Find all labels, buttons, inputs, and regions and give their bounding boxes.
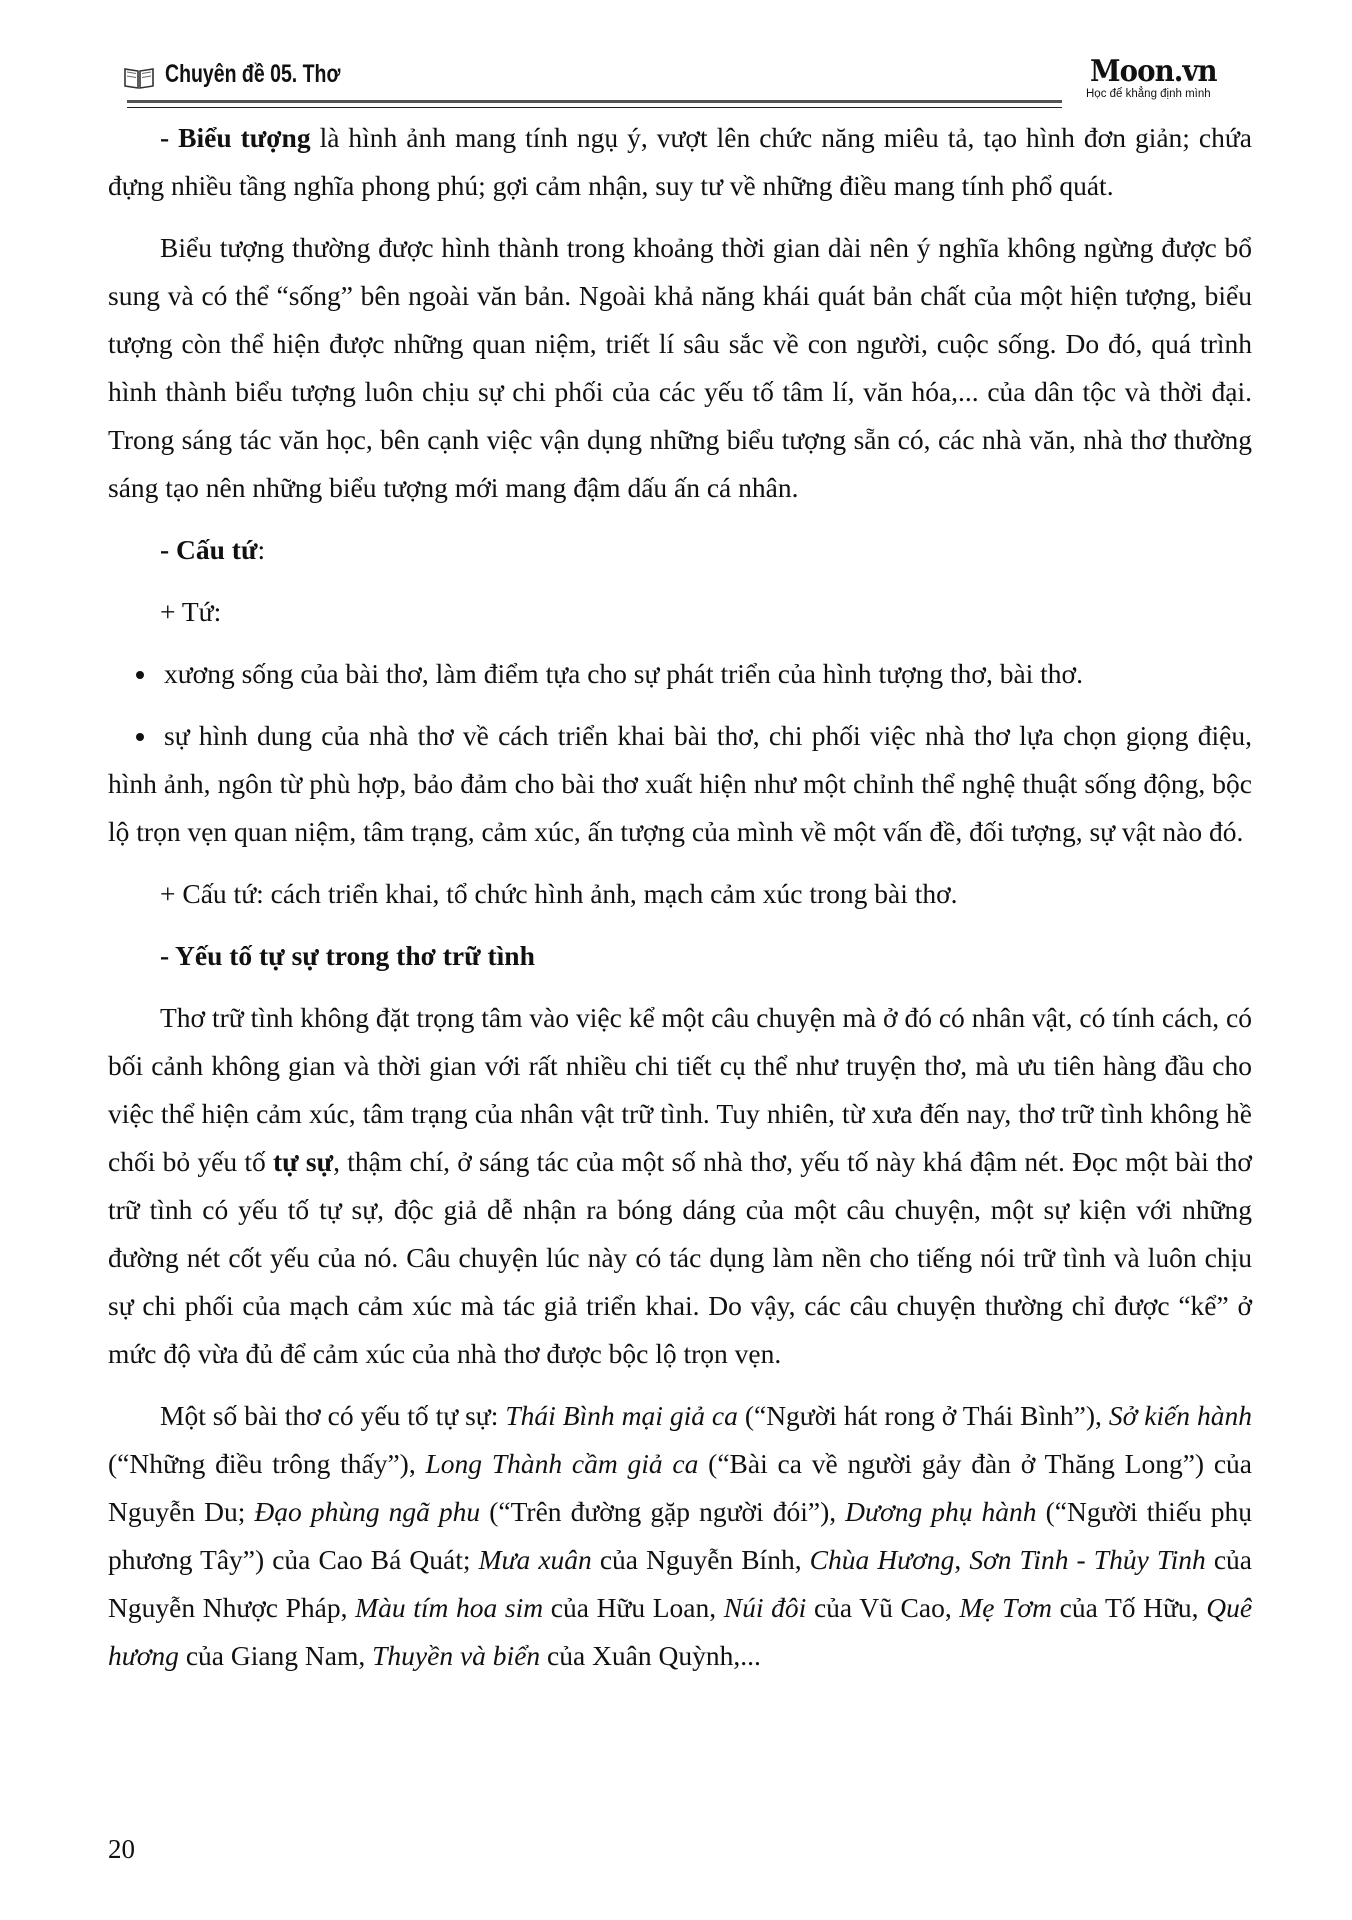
italic-title: Mẹ Tơm bbox=[959, 1592, 1052, 1623]
italic-title: Chùa Hương bbox=[809, 1544, 955, 1575]
italic-title: Thuyền và biển bbox=[372, 1640, 541, 1671]
paragraph bbox=[108, 870, 1252, 918]
text-run: : bbox=[257, 534, 266, 565]
italic-title: Quê hương bbox=[108, 1592, 1253, 1671]
text-run: của Vũ Cao, bbox=[806, 1592, 960, 1623]
italic-title: Long Thành cầm giả ca bbox=[425, 1448, 699, 1479]
text-run: (“Những điều trông thấy”), bbox=[108, 1448, 426, 1479]
text-run: (“Người hát rong ở Thái Bình”), bbox=[737, 1400, 1109, 1431]
text-run: của Xuân Quỳnh,... bbox=[540, 1640, 761, 1671]
paragraph bbox=[108, 932, 1252, 980]
header-rule bbox=[127, 100, 1062, 108]
text-run: của Tố Hữu, bbox=[1051, 1592, 1207, 1623]
italic-title: Mưa xuân bbox=[478, 1544, 592, 1575]
bold-text: - Yếu tố tự sự trong thơ trữ tình bbox=[160, 940, 535, 971]
text-run: của Nguyễn Bính, bbox=[591, 1544, 810, 1575]
bullet-icon bbox=[136, 733, 144, 741]
italic-title: Màu tím hoa sim bbox=[355, 1592, 544, 1623]
italic-title: Đạo phùng ngã phu bbox=[254, 1496, 481, 1527]
bold-text: - Cấu tứ bbox=[160, 534, 258, 565]
italic-title: Dương phụ hành bbox=[845, 1496, 1037, 1527]
book-icon bbox=[123, 66, 155, 90]
page-number: 20 bbox=[108, 1834, 135, 1864]
page-header bbox=[123, 54, 1223, 108]
text-run: , thậm chí, ở sáng tác của một số nhà thơ, yếu tố này khá đậm nét. Đọc một bài thơ trữ tình có yếu tố tự sự, độc giả dễ nhận ra bóng dáng của một câu chuyện, một sự kiện với những đường nét cốt yếu của nó. Câu chuyện lúc này có tác dụng làm nền cho tiếng nói trữ tình và luôn chịu sự chi phối của mạch cảm xúc mà tác giả triển khai. Do vậy, các câu chuyện thường chỉ được “kể” ở mức độ vừa đủ để cảm xúc của nhà thơ được bộc lộ trọn vẹn. bbox=[108, 1146, 1252, 1369]
text-run: xương sống của bài thơ, làm điểm tựa cho sự phát triển của hình tượng thơ, bài thơ. bbox=[164, 658, 1083, 689]
italic-title: Núi đôi bbox=[723, 1592, 807, 1623]
paragraph bbox=[108, 588, 1252, 636]
italic-title: Thái Bình mại giả ca bbox=[505, 1400, 738, 1431]
text-run: (“Trên đường gặp người đói”), bbox=[480, 1496, 846, 1527]
paragraph bbox=[108, 526, 1252, 574]
text-run: của Nguyễn Nhược Pháp, bbox=[108, 1544, 1252, 1623]
bullet-item bbox=[108, 650, 1252, 698]
bullet-item bbox=[108, 712, 1252, 856]
chapter-title: Chuyên đề 05. Thơ bbox=[165, 60, 341, 88]
paragraph bbox=[108, 994, 1252, 1378]
bold-text: - Biểu tượng bbox=[160, 122, 311, 153]
text-run: , bbox=[954, 1544, 970, 1575]
italic-title: Sơn Tinh - Thủy Tinh bbox=[969, 1544, 1206, 1575]
paragraph bbox=[108, 224, 1252, 512]
italic-title: Sở kiến hành bbox=[1108, 1400, 1252, 1431]
paragraph bbox=[108, 114, 1252, 210]
brand-logo: Moon.vn bbox=[1090, 54, 1217, 89]
text-run: Biểu tượng thường được hình thành trong khoảng thời gian dài nên ý nghĩa không ngừng được bổ sung và có thể “sống” bên ngoài văn bản. Ngoài khả năng khái quát bản chất của một hiện tượng, biểu tượng còn thể hiện được những quan niệm, triết lí sâu sắc về con người, cuộc sống. Do đó, quá trình hình thành biểu tượng luôn chịu sự chi phối của các yếu tố tâm lí, văn hóa,... của dân tộc và thời đại. Trong sáng tác văn học, bên cạnh việc vận dụng những biểu tượng sẵn có, các nhà văn, nhà thơ thường sáng tạo nên những biểu tượng mới mang đậm dấu ấn cá nhân. bbox=[108, 232, 1252, 503]
text-run: + Cấu tứ: cách triển khai, tổ chức hình ảnh, mạch cảm xúc trong bài thơ. bbox=[160, 878, 958, 909]
text-run: (“Người thiếu phụ phương Tây”) của Cao Bá Quát; bbox=[108, 1496, 1252, 1575]
text-run: (“Bài ca về người gảy đàn ở Thăng Long”) của Nguyễn Du; bbox=[108, 1448, 1253, 1527]
brand-tagline: Học để khẳng định mình bbox=[1086, 88, 1211, 100]
text-run: + Tứ: bbox=[160, 596, 222, 627]
text-run: sự hình dung của nhà thơ về cách triển khai bài thơ, chi phối việc nhà thơ lựa chọn giọng điệu, hình ảnh, ngôn từ phù hợp, bảo đảm cho bài thơ xuất hiện như một chỉnh thể nghệ thuật sống động, bộc lộ trọn vẹn quan niệm, tâm trạng, cảm xúc, ấn tượng của mình về một vấn đề, đối tượng, sự vật nào đó. bbox=[108, 720, 1252, 847]
bold-text: tự sự bbox=[272, 1146, 334, 1177]
bullet-icon bbox=[136, 671, 144, 679]
text-run: của Hữu Loan, bbox=[543, 1592, 724, 1623]
text-run: là hình ảnh mang tính ngụ ý, vượt lên chức năng miêu tả, tạo hình đơn giản; chứa đựng nhiều tầng nghĩa phong phú; gợi cảm nhận, suy tư về những điều mang tính phổ quát. bbox=[108, 122, 1252, 201]
paragraph bbox=[108, 1392, 1252, 1680]
text-run: của Giang Nam, bbox=[178, 1640, 373, 1671]
document-body bbox=[108, 114, 1252, 1694]
text-run: Một số bài thơ có yếu tố tự sự: bbox=[160, 1400, 506, 1431]
text-run: Thơ trữ tình không đặt trọng tâm vào việc kể một câu chuyện mà ở đó có nhân vật, có tính cách, có bối cảnh không gian và thời gian với rất nhiều chi tiết cụ thể như truyện thơ, mà ưu tiên hàng đầu cho việc thể hiện cảm xúc, tâm trạng của nhân vật trữ tình. Tuy nhiên, từ xưa đến nay, thơ trữ tình không hề chối bỏ yếu tố bbox=[108, 1002, 1252, 1177]
